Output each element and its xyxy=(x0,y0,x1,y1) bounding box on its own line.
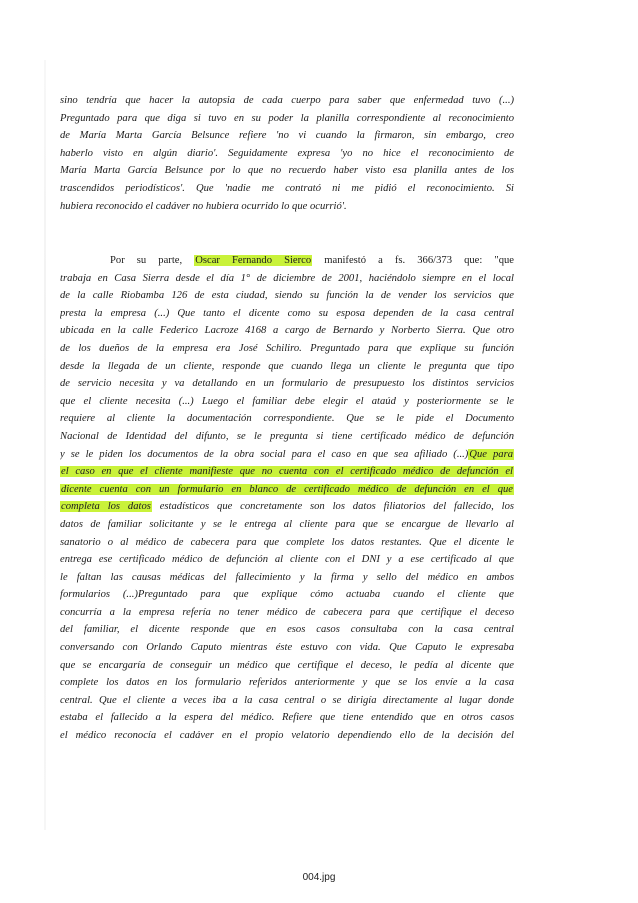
text-line: el médico reconocía el cadáver en el propio velatorio dependiendo ello de la decisión del xyxy=(60,730,514,742)
text-fragment: estadísticos que concretamente son los datos filiatorios del fallecido, los xyxy=(159,501,514,513)
text-fragment: y se le piden los documentos de la obra social para el caso en que sea afiliado (...) xyxy=(60,448,469,460)
text-line xyxy=(60,498,514,516)
text-line: sino tendría que hacer la autopsia de cada cuerpo para saber que enfermedad tuvo (...) xyxy=(60,95,514,106)
highlighted-text: el caso en que el cliente manifieste que no cuenta con el certificado médico de defunción el xyxy=(61,466,513,478)
text-line: formularios (...)Preguntado para que explique cómo actuaba cuando el cliente que xyxy=(60,589,514,601)
paragraph-testimony-2 xyxy=(60,252,514,745)
highlighted-text: dicente cuenta con un formulario en blanco de certificado médico de defunción en el que xyxy=(61,483,513,495)
text-line: requiere al cliente la documentación correspondiente. Que se le pide el Documento xyxy=(60,413,514,425)
text-line: datos de familiar solicitante y se le entrega al cliente para que se encargue de llevarlo al xyxy=(60,518,514,530)
text-line: desde la llegada de un cliente, responde que cuando llega un cliente le pregunta que tipo xyxy=(60,360,514,372)
text-line: María Marta García Belsunce por lo que no recuerdo haber visto esa planilla antes de los xyxy=(60,165,514,177)
text-line: que el cliente necesita (...) Luego el familiar debe elegir el ataúd y posteriormente se le xyxy=(60,395,514,407)
text-line: sanatorio o al médico de cabecera para que complete los datos restantes. Que el dicente le xyxy=(60,536,514,548)
highlighted-name: Oscar Fernando Sierco xyxy=(195,255,312,266)
text-line xyxy=(60,463,514,481)
text-line: entrega ese certificado médico de defunción al cliente con el DNI y a ese certificado al que xyxy=(60,554,514,566)
text-line xyxy=(60,446,514,464)
text-line: hubiera reconocido el cadáver no hubiera ocurrido lo que ocurrió'. xyxy=(60,200,347,212)
text-line: ubicada en la calle Federico Lacroze 4168 a cargo de Bernardo y Norberto Sierra. Que otro xyxy=(60,325,514,337)
text-line: de los dueños de la empresa era José Schiliro. Preguntado para que explique su función xyxy=(60,342,514,354)
scan-edge-shadow xyxy=(44,60,46,830)
text-fragment: Por su parte, xyxy=(110,255,183,266)
highlighted-text: Que para xyxy=(469,448,513,460)
text-line: que se encargaría de conseguir un médico que certifique el deceso, le pedía al dicente que xyxy=(60,659,514,671)
text-line: Nacional de Identidad del difunto, se le pregunta si tiene certificado médico de defunción xyxy=(60,430,514,442)
text-line xyxy=(60,481,514,499)
text-line: de servicio necesita y va detallando en un formulario de presupuesto los distintos servicios xyxy=(60,378,514,390)
text-line: conversando con Orlando Caputo mientras éste estuvo con vida. Que Caputo le expresaba xyxy=(60,642,514,654)
text-line: le faltan las causas médicas del fallecimiento y la firma y sello del médico en ambos xyxy=(60,571,514,583)
paragraph-testimony-1 xyxy=(60,92,514,215)
image-filename-caption: 004.jpg xyxy=(302,872,336,883)
text-line: trabaja en Casa Sierra desde el día 1° de diciembre de 2001, haciéndolo siempre en el local xyxy=(60,272,514,284)
text-line: de la calle Riobamba 126 de esta ciudad, siendo su función la de vender los servicios que xyxy=(60,290,514,302)
text-fragment: manifestó a fs. 366/373 que: "que xyxy=(324,255,514,266)
highlighted-text: completa los datos xyxy=(61,501,151,513)
text-line: estaba el fallecido a la espera del médico. Refiere que tiene entendido que en otros casos xyxy=(60,712,514,724)
text-line: presta la empresa (...) Que tanto el dicente como su esposa dependen de la casa central xyxy=(60,307,514,319)
text-line: trascendidos periodísticos'. Que 'nadie me contrató ni me pidió el reconocimiento. Si xyxy=(60,182,514,194)
text-line: haberlo visto en algún diario'. Seguidamente expresa 'yo no hice el reconocimiento de xyxy=(60,147,514,159)
text-line: del familiar, el dicente responde que en esos casos consultaba con la casa central xyxy=(60,624,514,636)
text-line: concurría a la empresa refería no tener médico de cabecera para que certifique el deceso xyxy=(60,606,514,618)
text-line: de María Marta García Belsunce refiere 'no vi cuando la firmaron, sin embargo, creo xyxy=(60,130,514,142)
text-line xyxy=(60,252,514,270)
text-line: central. Que el cliente a veces iba a la casa central o se dirigía directamente al lugar donde xyxy=(60,694,514,706)
text-line: complete los datos en los formulario referidos anteriormente y que se los envíe a la casa xyxy=(60,677,514,689)
text-line: Preguntado para que diga si tuvo en su poder la planilla correspondiente al reconocimiento xyxy=(60,112,514,124)
